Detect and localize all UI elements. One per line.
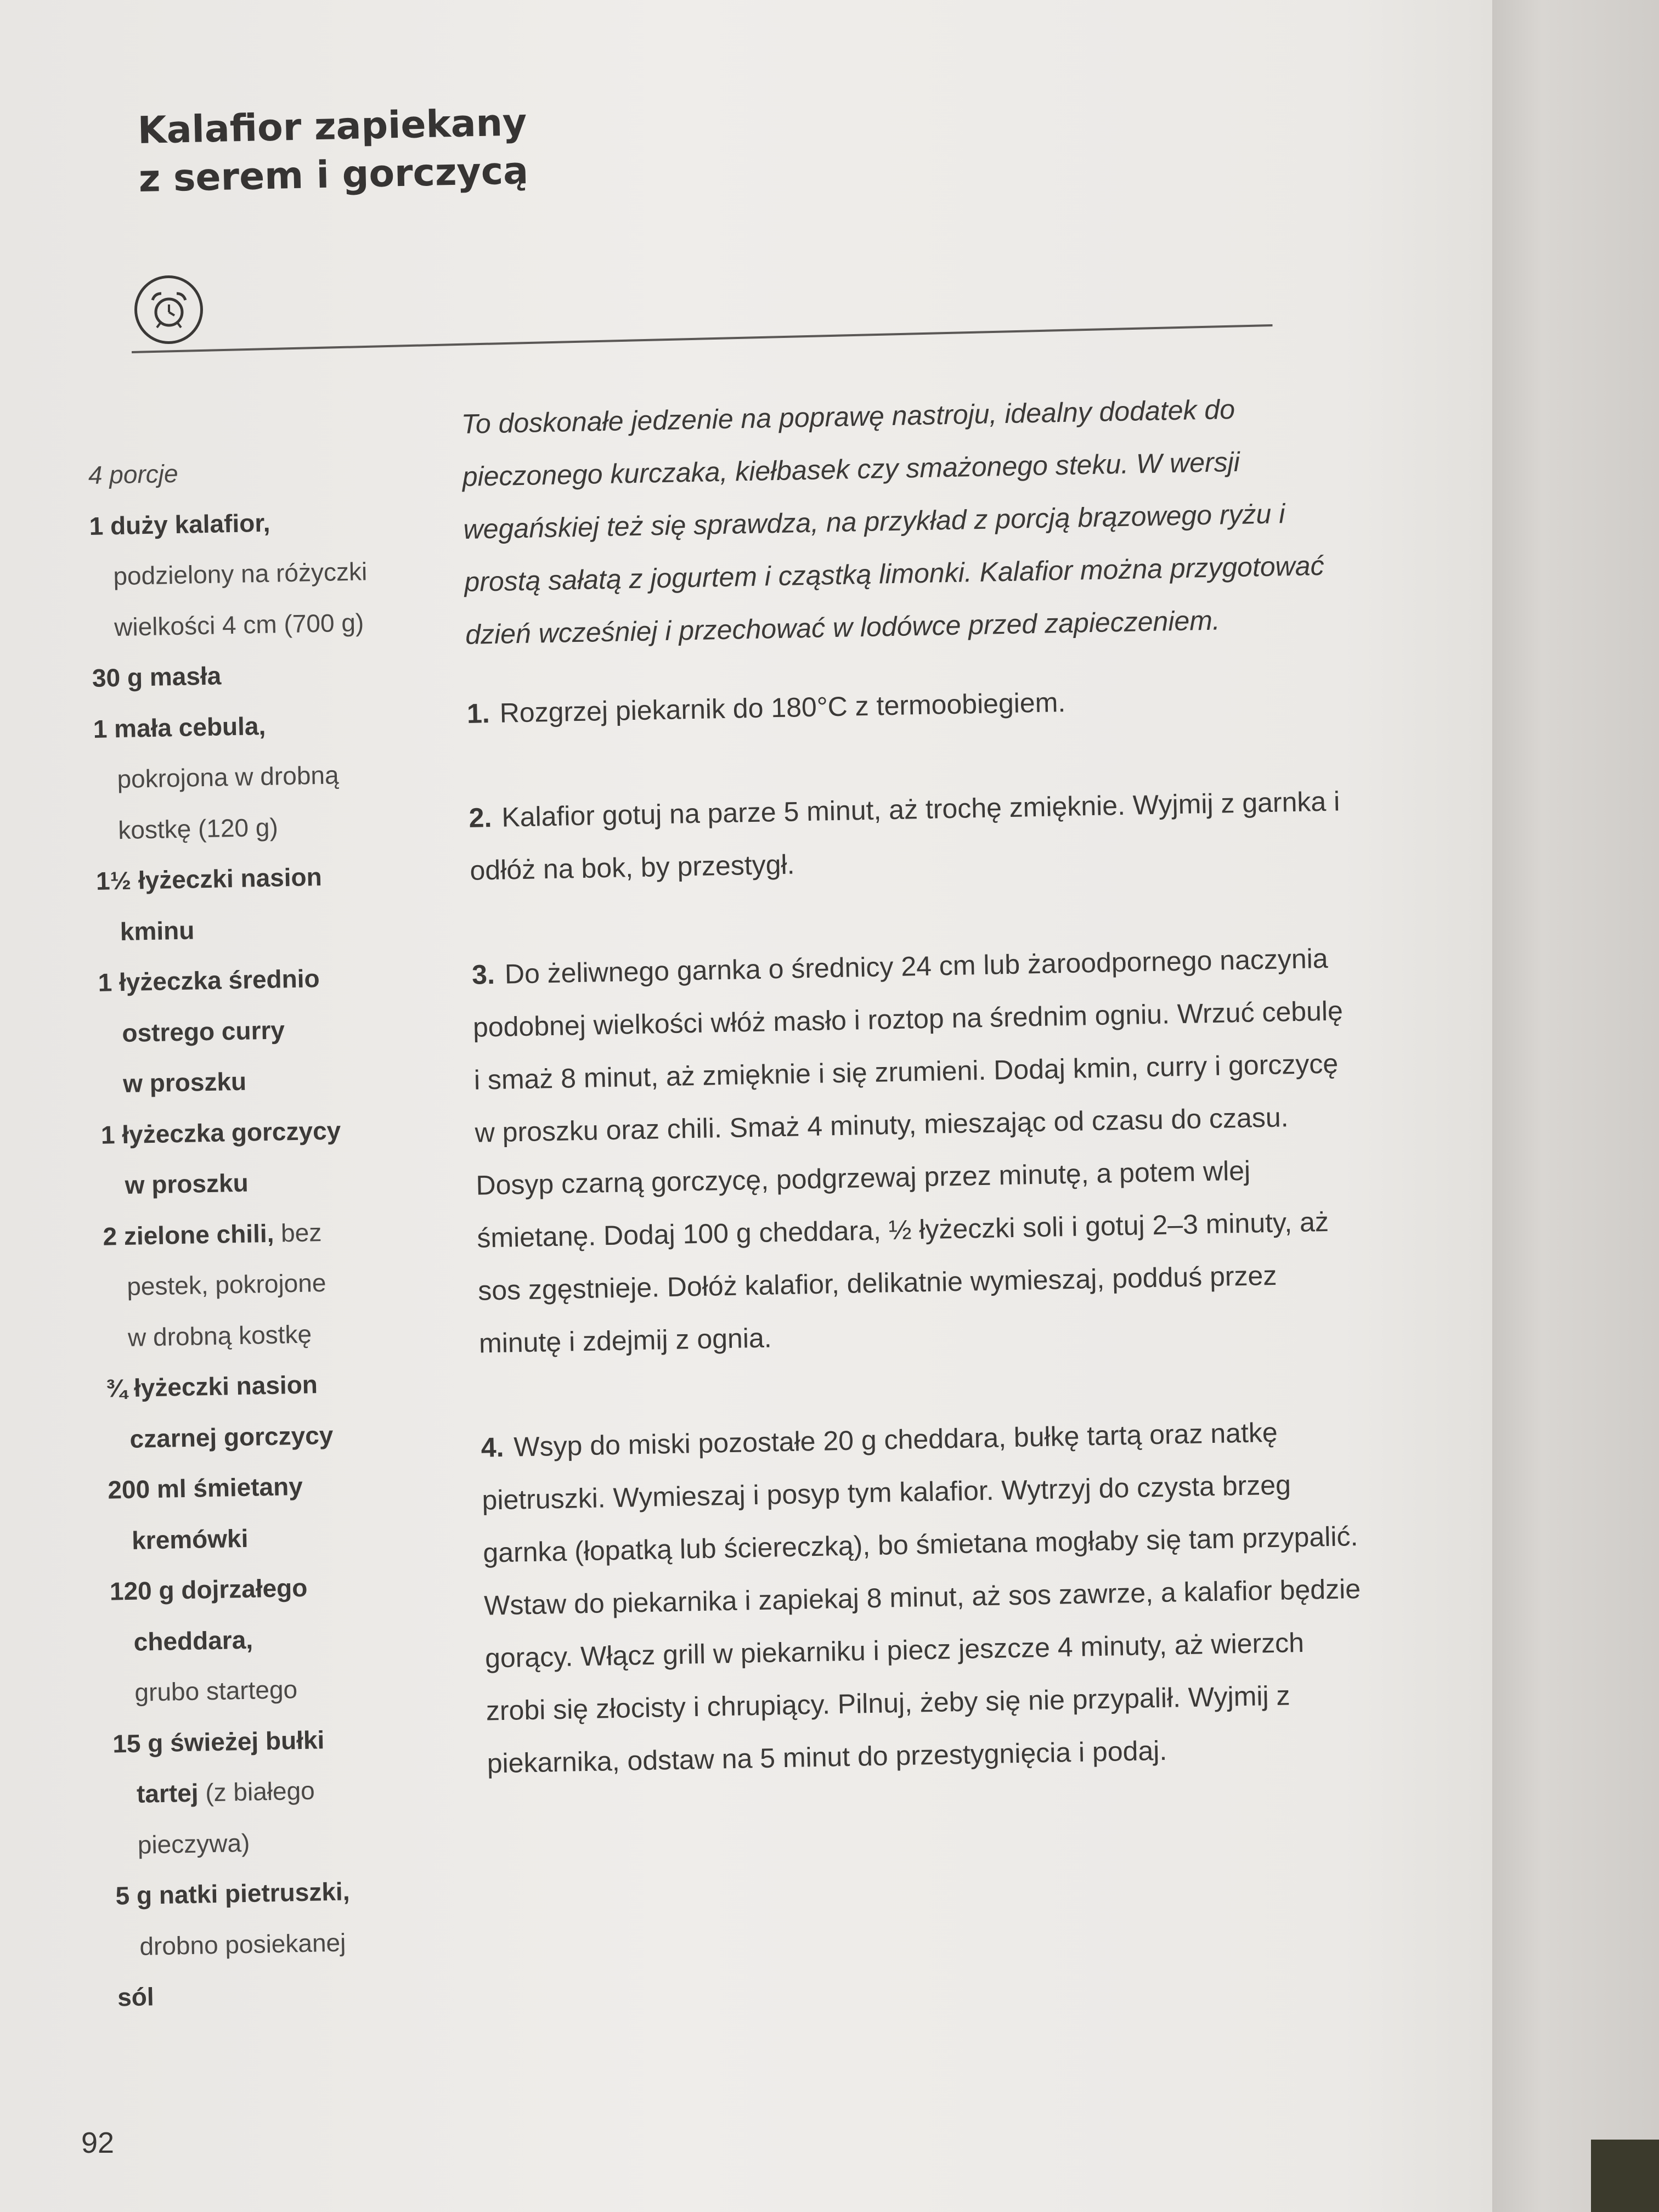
ingredient-line: cheddara, (133, 1625, 253, 1656)
ingredient-line: pestek, pokrojone (126, 1268, 326, 1301)
ingredient-line: 1 łyżeczka średnio (98, 964, 320, 997)
step-4: 4. Wsyp do miski pozostałe 20 g cheddara, bułkę tartą oraz natkę pietruszki. Wymieszaj i posyp tym kalafior. Wytrzyj do czysta brzeg garnka (łopatką lub ściereczką), bo śmietana mogłaby się tam przypalić. Wstaw do piekarnika i zapiekaj 8 minut, aż sos zawrze, a kalafior będzie gorący. Włącz grill w piekarniku i piecz jeszcze 4 minuty, aż wierzch zrobi się złocisty i chrupiący. Pilnuj, żeby się nie przypalił. Wyjmij z piekarnika, odstaw na 5 minut do przestygnięcia i podaj. (481, 1417, 1361, 1779)
ingredient-line: w proszku (125, 1168, 249, 1199)
divider-line (132, 324, 1273, 353)
ingredient-line: w drobną kostkę (127, 1319, 312, 1352)
ingredient-line: wielkości 4 cm (700 g) (114, 607, 364, 641)
ingredient-line: drobno posiekanej (139, 1927, 346, 1961)
ingredient-line: ¾ łyżeczki nasion (105, 1370, 318, 1403)
ingredient-line: w proszku (122, 1066, 247, 1098)
recipe-body (461, 381, 1366, 1841)
ingredient-line: tartej (z białego (136, 1776, 315, 1808)
ingredient-line: czarnej gorczycy (129, 1420, 334, 1453)
ingredient-line: 200 ml śmietany (107, 1471, 303, 1504)
book-cover-corner (1591, 2140, 1659, 2212)
ingredient-list (88, 443, 469, 2023)
intro-paragraph: To doskonałe jedzenie na poprawę nastroju, idealny dodatek do pieczonego kurczaka, kiełbasek czy smażonego steku. W wersji wegańskiej też się sprawdza, na przykład z porcją brązowego ryżu i prostą sałatą z jogurtem i cząstką limonki. Kalafior można przygotować dzień wcześniej i przechować w lodówce przed zapieczeniem. (461, 393, 1325, 650)
ingredient-line: 1 łyżeczka gorczycy (100, 1115, 341, 1149)
ingredient-line: 1½ łyżeczki nasion (95, 862, 323, 895)
ingredient-line: 30 g masła (92, 661, 222, 692)
ingredient-line: sól (117, 1982, 155, 2012)
ingredient-line: ostrego curry (121, 1015, 285, 1047)
page-number: 92 (81, 2126, 115, 2159)
ingredient-line: pieczywa) (137, 1828, 250, 1859)
ingredient-line: kostkę (120 g) (117, 812, 279, 844)
ingredient-line: 15 g świeżej bułki (112, 1725, 325, 1758)
ingredient-line: kremówki (131, 1523, 249, 1555)
portions: 4 porcje (88, 459, 179, 489)
step-3: 3. Do żeliwnego garnka o średnicy 24 cm lub żaroodpornego naczynia podobnej wielkości włóż masło i roztop na średnim ogniu. Wrzuć cebulę i smaż 8 minut, aż zmięknie i się zrumieni. Dodaj kmin, curry i gorczycę w proszku oraz chili. Smaż 4 minuty, mieszając od czasu do czasu. Dosyp czarną gorczycę, podgrzewaj przez minutę, a potem wlej śmietanę. Dodaj 100 g cheddara, ½ łyżeczki soli i gotuj 2–3 minuty, aż sos zgęstnieje. Dołóż kalafior, delikatnie wymieszaj, podduś przez minutę i zdejmij z ognia. (471, 943, 1344, 1359)
recipe-title (137, 91, 907, 204)
step-2: 2. Kalafior gotuj na parze 5 minut, aż trochę zmięknie. Wyjmij z garnka i odłóż na bok, by przestygł. (469, 786, 1340, 886)
ingredient-line: grubo startego (134, 1675, 298, 1707)
step-1: 1. Rozgrzej piekarnik do 180°C z termoobiegiem. (466, 686, 1066, 729)
ingredient-line: podzielony na różyczki (112, 557, 368, 591)
ingredient-line: 1 mała cebula, (93, 711, 266, 743)
ingredient-line: pokrojona w drobną (117, 760, 340, 794)
ingredient-line: 2 zielone chili, bez (103, 1217, 322, 1251)
ingredient-line: kminu (120, 915, 195, 946)
ingredient-line: 1 duży kalafior, (89, 508, 270, 540)
title-line-2: z serem i gorczycą (138, 149, 529, 201)
title-line-1: Kalafior zapiekany (137, 101, 528, 153)
ingredient-line: 120 g dojrzałego (109, 1573, 308, 1606)
ingredient-line: 5 g natki pietruszki, (115, 1877, 350, 1910)
adjacent-page-edge (1492, 0, 1659, 2212)
alarm-clock-icon (134, 275, 203, 344)
